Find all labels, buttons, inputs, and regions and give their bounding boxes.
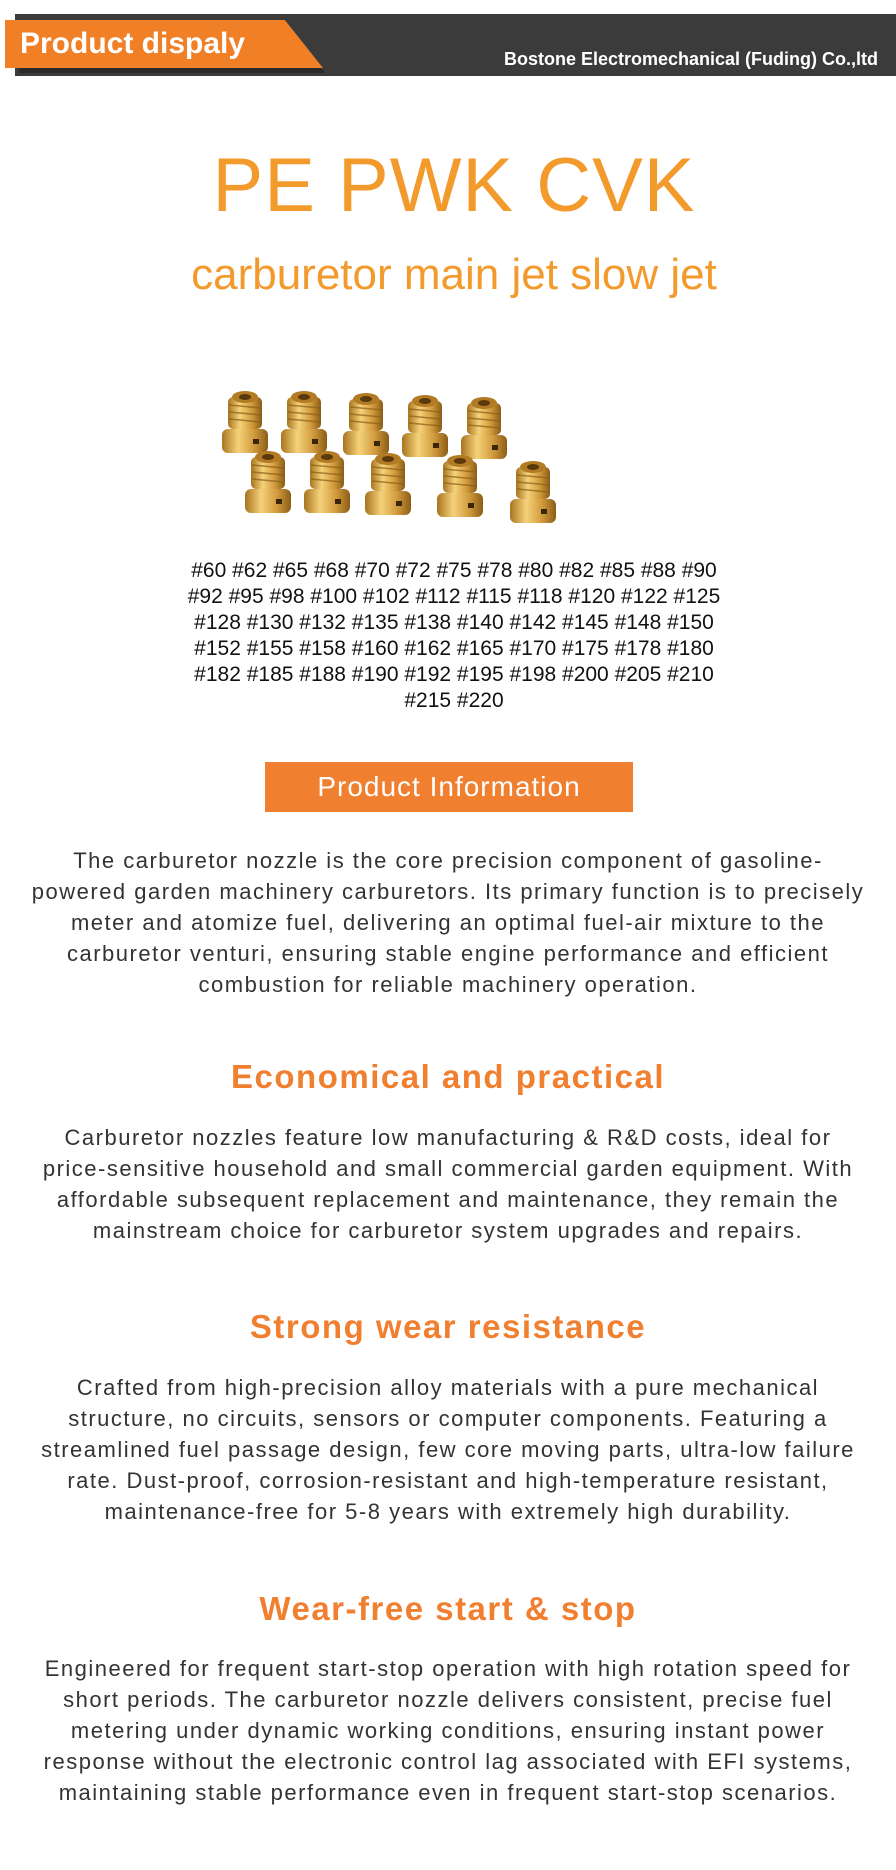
size-line: #60 #62 #65 #68 #70 #72 #75 #78 #80 #82 #85 #88 #90 bbox=[191, 559, 717, 582]
feature-heading: Economical and practical bbox=[231, 1058, 665, 1095]
section-title: Product dispaly bbox=[20, 27, 246, 60]
size-line: #92 #95 #98 #100 #102 #112 #115 #118 #120 #122 #125 bbox=[187, 585, 721, 608]
feature-heading: Strong wear resistance bbox=[249, 1308, 647, 1345]
product-image bbox=[138, 120, 770, 750]
feature-text: Carburetor nozzles feature low manufacturing & R&D costs, ideal for price-sensitive household and small commercial garden equipment. With affordable subsequent replacement and maintenance, they remain the mainstream choice for carburetor system upgrades and repairs. bbox=[42, 1125, 854, 1243]
feature-heading: Wear-free start & stop bbox=[259, 1590, 637, 1627]
size-line: #128 #130 #132 #135 #138 #140 #142 #145 #148 #150 bbox=[194, 611, 714, 634]
product-information-label: Product Information bbox=[265, 762, 633, 812]
feature-text: Engineered for frequent start-stop operation with high rotation speed for short periods. The carburetor nozzle delivers consistent, precise fuel metering under dynamic working conditions, ensuring instant power response without the electronic control lag associated with EFI systems, maintaining stable performance even in frequent start-stop scenarios. bbox=[43, 1656, 853, 1805]
size-line: #215 #220 bbox=[404, 689, 504, 712]
size-line: #152 #155 #158 #160 #162 #165 #170 #175 #178 #180 bbox=[194, 637, 714, 660]
size-line: #182 #185 #188 #190 #192 #195 #198 #200 #205 #210 bbox=[194, 663, 714, 686]
feature-text: Crafted from high-precision alloy materials with a pure mechanical structure, no circuits, sensors or computer components. Featuring a streamlined fuel passage design, few core moving parts, ultra-low failure rate. Dust-proof, corrosion-resistant and high-temperature resistant, maintenance-free for 5-8 years with extremely high durability. bbox=[41, 1375, 855, 1524]
jet-size-list bbox=[138, 558, 770, 714]
product-title: PE PWK CVK bbox=[212, 143, 696, 228]
product-subtitle: carburetor main jet slow jet bbox=[191, 250, 717, 299]
intro-text: The carburetor nozzle is the core precision component of gasoline-powered garden machinery carburetors. Its primary function is to precisely meter and atomize fuel, delivering an optimal fuel-air mixture to the carburetor venturi, ensuring stable engine performance and efficient combustion for reliable machinery operation. bbox=[31, 848, 865, 997]
company-name: Bostone Electromechanical (Fuding) Co.,ltd bbox=[503, 49, 878, 69]
